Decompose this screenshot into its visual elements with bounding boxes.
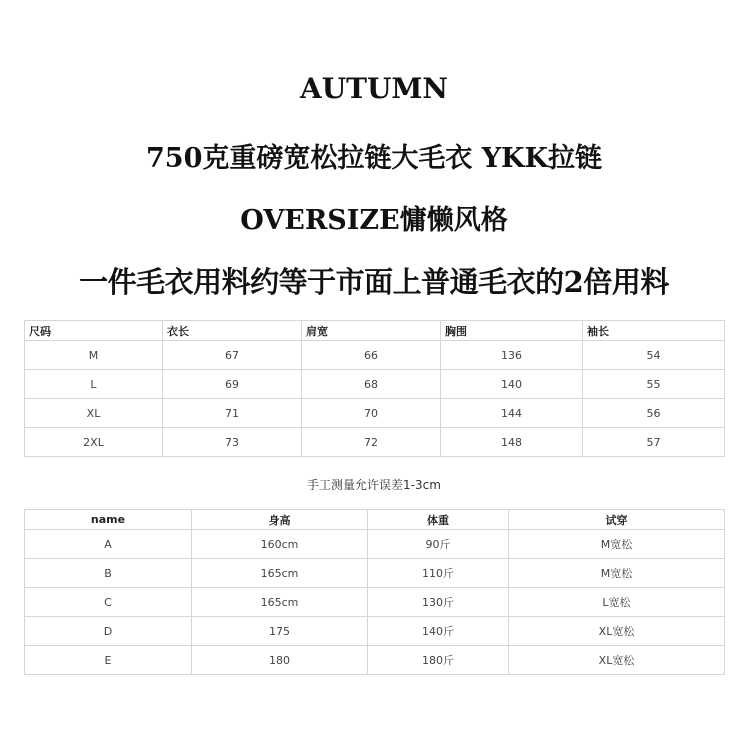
table-row bbox=[25, 559, 725, 588]
fit-header-weight: 体重 bbox=[368, 510, 509, 530]
length-cell: 73 bbox=[163, 428, 302, 457]
name-cell: B bbox=[25, 559, 192, 588]
height-cell: 160cm bbox=[192, 530, 368, 559]
chest-cell: 144 bbox=[441, 399, 583, 428]
name-cell: E bbox=[25, 646, 192, 675]
weight-cell: 140斤 bbox=[368, 617, 509, 646]
size-table-header-row bbox=[25, 321, 725, 341]
fit-table-header-row bbox=[25, 510, 725, 530]
tryon-cell: M宽松 bbox=[509, 559, 725, 588]
length-cell: 71 bbox=[163, 399, 302, 428]
chest-cell: 148 bbox=[441, 428, 583, 457]
chest-cell: 140 bbox=[441, 370, 583, 399]
table-row bbox=[25, 370, 725, 399]
size-header-sleeve: 袖长 bbox=[583, 321, 725, 341]
table-row bbox=[25, 399, 725, 428]
shoulder-cell: 72 bbox=[302, 428, 441, 457]
size-header-chest: 胸围 bbox=[441, 321, 583, 341]
heading-autumn: AUTUMN bbox=[300, 72, 448, 105]
shoulder-cell: 68 bbox=[302, 370, 441, 399]
fit-header-tryon: 试穿 bbox=[509, 510, 725, 530]
weight-cell: 130斤 bbox=[368, 588, 509, 617]
heading-material-note: 一件毛衣用料约等于市面上普通毛衣的2倍用料 bbox=[79, 265, 669, 299]
tryon-cell: XL宽松 bbox=[509, 646, 725, 675]
tryon-cell: XL宽松 bbox=[509, 617, 725, 646]
size-chart-table bbox=[24, 320, 725, 457]
fit-reference-table bbox=[24, 509, 725, 675]
weight-cell: 180斤 bbox=[368, 646, 509, 675]
sleeve-cell: 57 bbox=[583, 428, 725, 457]
tryon-cell: L宽松 bbox=[509, 588, 725, 617]
name-cell: C bbox=[25, 588, 192, 617]
table-row bbox=[25, 588, 725, 617]
length-cell: 69 bbox=[163, 370, 302, 399]
size-cell: M bbox=[25, 341, 163, 370]
table-row bbox=[25, 646, 725, 675]
name-cell: D bbox=[25, 617, 192, 646]
sleeve-cell: 56 bbox=[583, 399, 725, 428]
size-cell: L bbox=[25, 370, 163, 399]
size-header-length: 衣长 bbox=[163, 321, 302, 341]
shoulder-cell: 66 bbox=[302, 341, 441, 370]
size-cell: XL bbox=[25, 399, 163, 428]
weight-cell: 90斤 bbox=[368, 530, 509, 559]
height-cell: 165cm bbox=[192, 588, 368, 617]
height-cell: 175 bbox=[192, 617, 368, 646]
table-row bbox=[25, 428, 725, 457]
measurement-note: 手工测量允许误差1-3cm bbox=[307, 478, 441, 492]
table-row bbox=[25, 530, 725, 559]
height-cell: 165cm bbox=[192, 559, 368, 588]
table-row bbox=[25, 617, 725, 646]
chest-cell: 136 bbox=[441, 341, 583, 370]
heading-product-title: 750克重磅宽松拉链大毛衣 YKK拉链 bbox=[146, 143, 602, 174]
sleeve-cell: 54 bbox=[583, 341, 725, 370]
fit-header-name: name bbox=[25, 510, 192, 530]
sleeve-cell: 55 bbox=[583, 370, 725, 399]
shoulder-cell: 70 bbox=[302, 399, 441, 428]
size-cell: 2XL bbox=[25, 428, 163, 457]
heading-style: OVERSIZE慵懒风格 bbox=[240, 205, 508, 236]
table-row bbox=[25, 341, 725, 370]
size-header-shoulder: 肩宽 bbox=[302, 321, 441, 341]
fit-header-height: 身高 bbox=[192, 510, 368, 530]
height-cell: 180 bbox=[192, 646, 368, 675]
weight-cell: 110斤 bbox=[368, 559, 509, 588]
tryon-cell: M宽松 bbox=[509, 530, 725, 559]
size-header-size: 尺码 bbox=[25, 321, 163, 341]
name-cell: A bbox=[25, 530, 192, 559]
length-cell: 67 bbox=[163, 341, 302, 370]
